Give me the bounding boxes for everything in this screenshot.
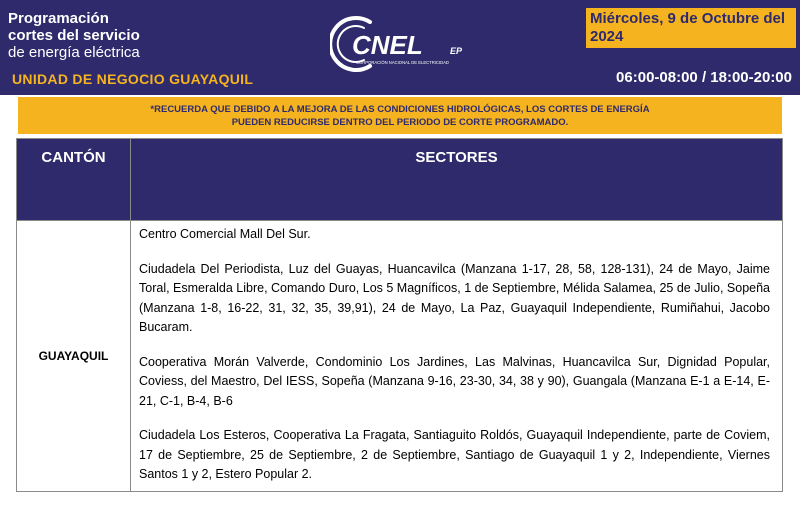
title-line-2: cortes del servicio xyxy=(8,27,140,44)
business-unit-label: UNIDAD DE NEGOCIO GUAYAQUIL xyxy=(12,71,254,87)
title-line-3: de energía eléctrica xyxy=(8,44,140,61)
time-ranges: 06:00-08:00 / 18:00-20:00 xyxy=(616,69,792,86)
table-row xyxy=(17,221,783,492)
column-header-sectors: SECTORES xyxy=(131,139,783,221)
title-line-1: Programación xyxy=(8,10,109,27)
date-badge: Miércoles, 9 de Octubre del 2024 xyxy=(586,8,796,48)
logo-subtitle: CORPORACIÓN NACIONAL DE ELECTRICIDAD xyxy=(356,60,449,65)
outage-table xyxy=(16,138,783,492)
column-header-canton: CANTÓN xyxy=(17,139,131,221)
header-banner xyxy=(0,0,800,95)
logo-suffix: EP xyxy=(450,46,463,56)
sector-paragraph: Ciudadela Del Periodista, Luz del Guayas, Huancavilca (Manzana 1-17, 28, 58, 128-131), 24 de Mayo, Jaime Toral, Esmeralda Libre, Comando Duro, Los 5 Magníficos, 1 de Septiembre, Mélida Salamea, 25 de Julio, Sopeña (Manzana 1-8, 16-22, 31, 32, 35, 39,91), 24 de Mayo, La Paz, Guayaquil Independiente, Rumiñahui, Jacobo Bucaram. xyxy=(139,261,770,334)
canton-cell: GUAYAQUIL xyxy=(17,221,131,492)
cnel-logo xyxy=(330,14,490,74)
notice-line-1: *RECUERDA QUE DEBIDO A LA MEJORA DE LAS CONDICIONES HIDROLÓGICAS, LOS CORTES DE ENERGÍA xyxy=(150,103,650,115)
sector-paragraph: Cooperativa Morán Valverde, Condominio Los Jardines, Las Malvinas, Huancavilca Sur, Dignidad Popular, Coviess, del Maestro, Del IESS, Sopeña (Manzana 9-16, 23-30, 34, 38 y 90), Guangala (Manzana E-1 a E-14, E-21, C-1, B-4, B-6 xyxy=(139,354,770,408)
sector-paragraph: Centro Comercial Mall Del Sur. xyxy=(139,227,311,241)
sector-paragraph: Ciudadela Los Esteros, Cooperativa La Fragata, Santiaguito Roldós, Guayaquil Independiente, parte de Coviem, 17 de Septiembre, 25 de Septiembre, 2 de Septiembre, Santiago de Guayaquil 1 y 2, Independiente, Viernes Santos 1 y 2, Estero Popular 2. xyxy=(139,428,770,481)
logo-brand: CNEL xyxy=(352,30,423,60)
table-header-row xyxy=(17,139,783,221)
notice-banner xyxy=(18,97,782,134)
page-title xyxy=(8,10,140,61)
notice-line-2: PUEDEN REDUCIRSE DENTRO DEL PERIODO DE CORTE PROGRAMADO. xyxy=(231,116,569,128)
sectors-cell xyxy=(131,221,783,492)
